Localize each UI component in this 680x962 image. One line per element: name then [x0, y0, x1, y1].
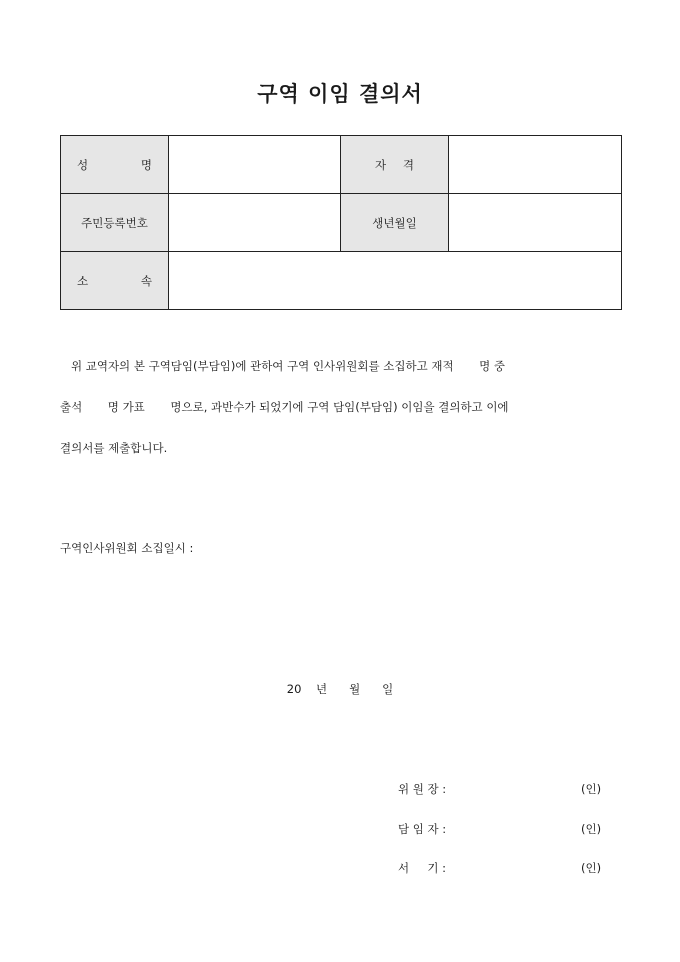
chairman-seal[interactable]: (인)	[581, 782, 602, 796]
secretary-seal[interactable]: (인)	[581, 861, 602, 875]
body-line-2: 출석 명 가표 명으로, 과반수가 되었기에 구역 담임(부담임) 이임을 결의하고 이에	[60, 400, 509, 414]
date-line: 20 년 월 일	[286, 682, 394, 696]
table-row	[61, 194, 622, 252]
name-label: 성 명	[61, 136, 169, 194]
pastor-label: 담 임 자 :	[398, 822, 447, 836]
name-field[interactable]	[169, 136, 341, 194]
info-table	[60, 135, 622, 310]
qualification-field[interactable]	[449, 136, 622, 194]
resident-number-label: 주민등록번호	[61, 194, 169, 252]
secretary-label: 서 기 :	[398, 861, 447, 875]
chairman-label: 위 원 장 :	[398, 782, 447, 796]
birthdate-field[interactable]	[449, 194, 622, 252]
pastor-seal[interactable]: (인)	[581, 822, 602, 836]
table-row	[61, 252, 622, 310]
document-title: 구역 이임 결의서	[257, 81, 423, 106]
qualification-label: 자 격	[341, 136, 449, 194]
table-row	[61, 136, 622, 194]
body-line-1: 위 교역자의 본 구역담임(부담임)에 관하여 구역 인사위원회를 소집하고 재적 명 중	[60, 359, 506, 373]
affiliation-field[interactable]	[169, 252, 622, 310]
resident-number-field[interactable]	[169, 194, 341, 252]
body-line-3: 결의서를 제출합니다.	[60, 441, 168, 455]
meeting-datetime-label: 구역인사위원회 소집일시 :	[60, 541, 194, 555]
affiliation-label: 소 속	[61, 252, 169, 310]
birthdate-label: 생년월일	[341, 194, 449, 252]
